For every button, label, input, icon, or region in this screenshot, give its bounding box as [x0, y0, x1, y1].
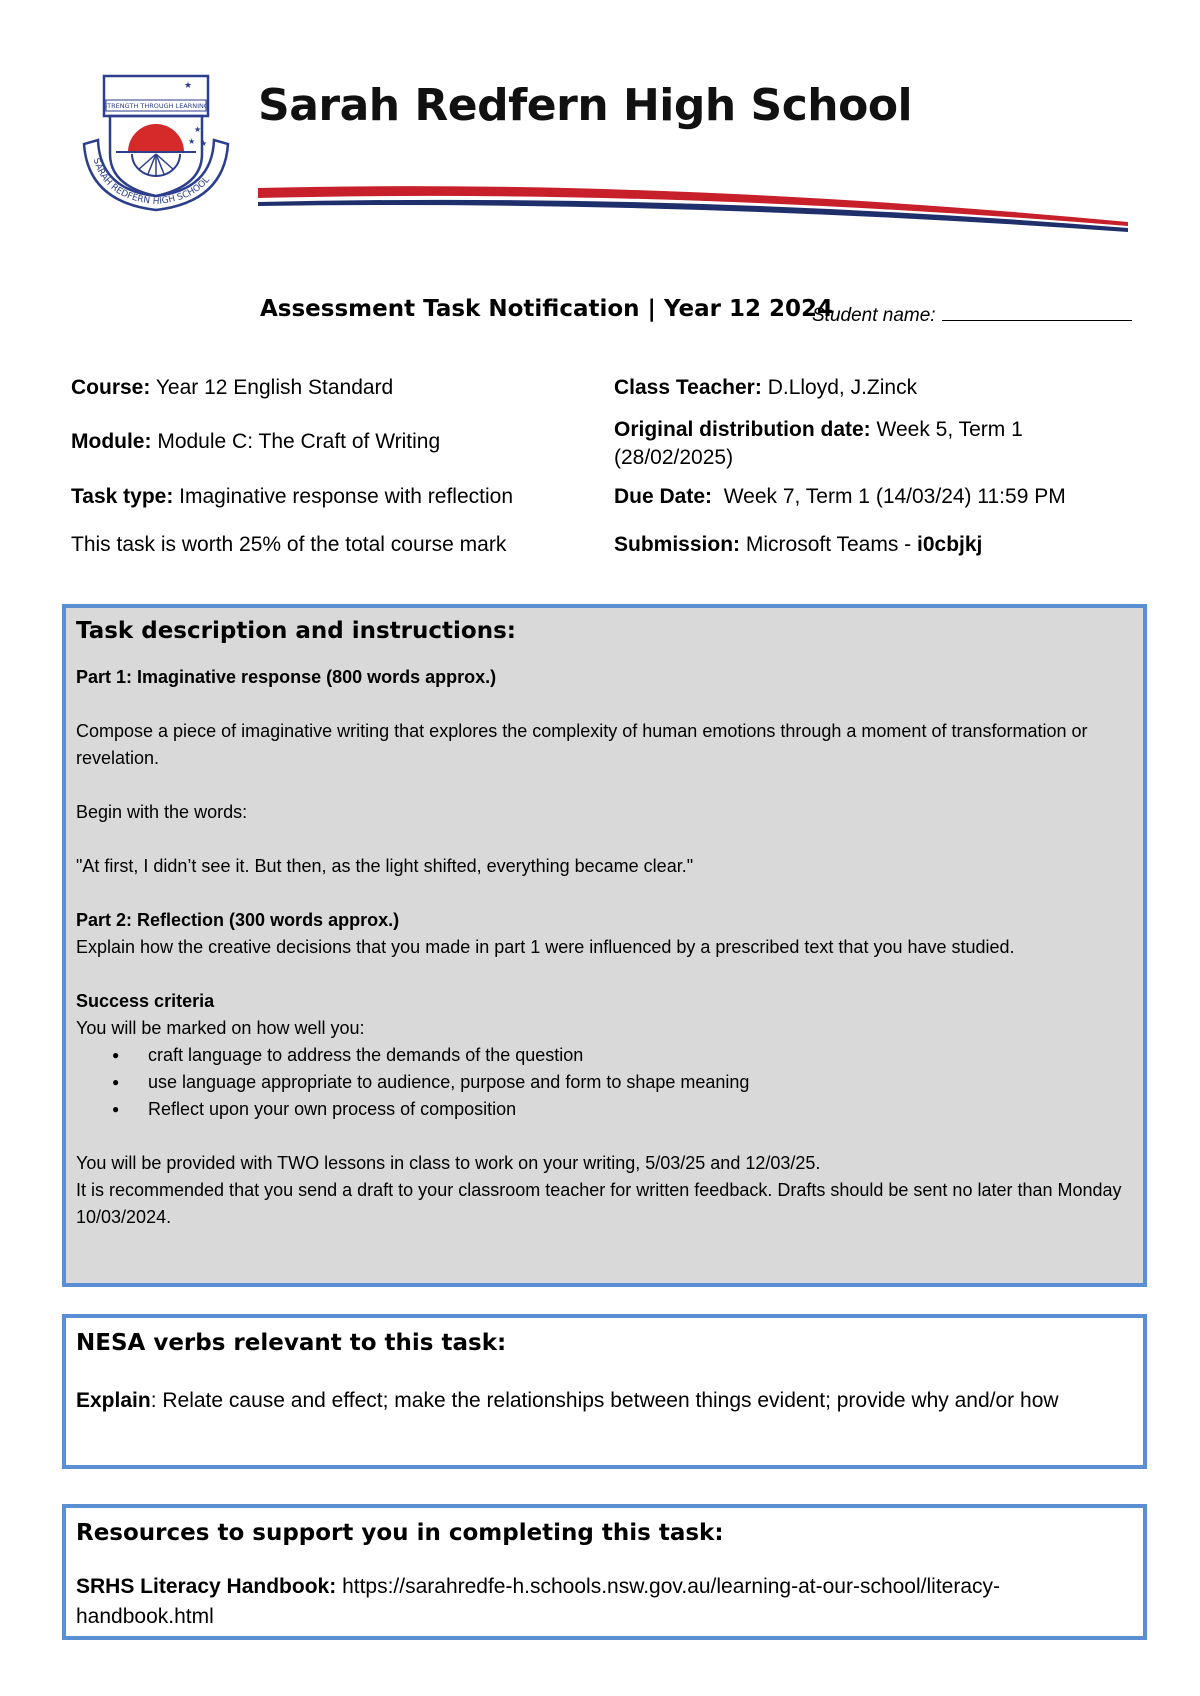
task-type-info: Task type: Imaginative response with reflection	[71, 485, 514, 508]
svg-text:★: ★	[194, 125, 202, 134]
part2-text: Explain how the creative decisions that you made in part 1 were influenced by a prescribed text that you have studied.	[76, 937, 1015, 957]
header-swoosh	[258, 180, 1128, 240]
student-name-label: Student name:	[812, 305, 936, 326]
svg-text:★: ★	[184, 80, 193, 90]
resources-box	[62, 1504, 1147, 1640]
literacy-handbook-link[interactable]: https://sarahredfe-h.schools.nsw.gov.au/learning-at-our-school/literacy-handbook.html	[76, 1575, 1000, 1628]
worth-info: This task is worth 25% of the total course mark	[71, 533, 507, 556]
success-heading: Success criteria	[76, 991, 215, 1011]
logo-ring-text: SARAH REDFERN HIGH SCHOOL	[90, 157, 212, 208]
task-heading: Task description and instructions:	[76, 618, 516, 644]
logo-motto: STRENGTH THROUGH LEARNING	[103, 102, 209, 110]
notification-title: Assessment Task Notification | Year 12 2024	[260, 296, 833, 322]
part1-text: Compose a piece of imaginative writing that explores the complexity of human emotions through a moment of transformation or revelation.	[76, 721, 1088, 768]
list-item: ● Reflect upon your own process of composition	[148, 1096, 1133, 1123]
student-name-field[interactable]	[812, 302, 1132, 327]
task-description-box	[62, 604, 1147, 1287]
submission-info: Submission: Microsoft Teams - i0cbjkj	[614, 533, 983, 556]
list-item: ● use language appropriate to audience, purpose and form to shape meaning	[148, 1069, 1133, 1096]
course-info: Course: Year 12 English Standard	[71, 376, 394, 399]
nesa-verb-definition: Explain: Relate cause and effect; make the relationships between things evident; provide why and/or how	[76, 1389, 1059, 1412]
begin-label: Begin with the words:	[76, 802, 248, 822]
nesa-verb: Explain	[76, 1389, 151, 1412]
draft-text: It is recommended that you send a draft to your classroom teacher for written feedback. Drafts should be sent no later than Monday 10/03/2024.	[76, 1180, 1122, 1227]
resource-item	[76, 1572, 1133, 1632]
nesa-heading: NESA verbs relevant to this task:	[76, 1330, 507, 1356]
school-name: Sarah Redfern High School	[258, 80, 913, 131]
resource-label: SRHS Literacy Handbook:	[76, 1575, 337, 1598]
due-date-info: Due Date: Week 7, Term 1 (14/03/24) 11:59 PM	[614, 485, 1066, 508]
distribution-info: Original distribution date: Week 5, Term 1 (28/02/2025)	[614, 418, 1023, 469]
svg-text:★: ★	[200, 139, 208, 148]
school-logo	[76, 74, 236, 218]
class-code: i0cbjkj	[917, 533, 983, 556]
resources-heading: Resources to support you in completing this task:	[76, 1520, 724, 1546]
success-criteria-list	[76, 1042, 1133, 1123]
opening-quote: "At first, I didn’t see it. But then, as the light shifted, everything became clear."	[76, 856, 694, 876]
list-item: ● craft language to address the demands of the question	[148, 1042, 1133, 1069]
student-name-line[interactable]	[942, 302, 1132, 321]
success-intro: You will be marked on how well you:	[76, 1018, 365, 1038]
nesa-verbs-box	[62, 1314, 1147, 1469]
part1-heading: Part 1: Imaginative response (800 words approx.)	[76, 667, 497, 687]
class-teacher-info: Class Teacher: D.Lloyd, J.Zinck	[614, 376, 918, 399]
part2-heading: Part 2: Reflection (300 words approx.)	[76, 910, 400, 930]
svg-text:★: ★	[188, 137, 196, 146]
module-info: Module: Module C: The Craft of Writing	[71, 430, 441, 453]
lessons-text: You will be provided with TWO lessons in class to work on your writing, 5/03/25 and 12/03/25.	[76, 1153, 821, 1173]
